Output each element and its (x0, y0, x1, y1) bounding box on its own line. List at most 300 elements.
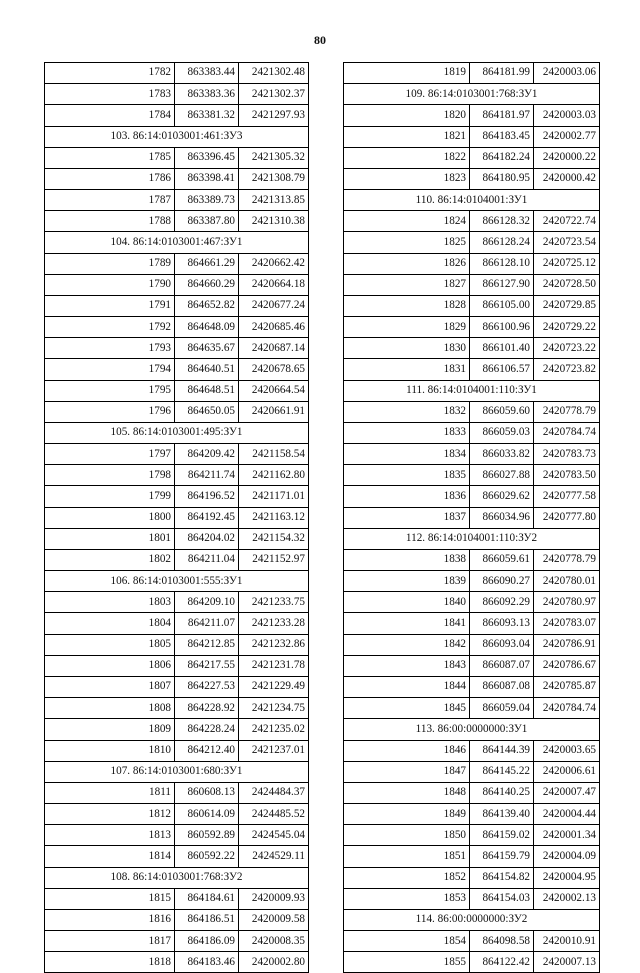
x-coordinate-cell: 864154.03 (470, 888, 534, 909)
x-coordinate-cell: 864180.95 (470, 168, 534, 189)
x-coordinate-cell: 866059.61 (470, 549, 534, 570)
y-coordinate-cell: 2420000.22 (534, 147, 600, 168)
point-number-cell: 1854 (344, 931, 470, 952)
y-coordinate-cell: 2420002.80 (239, 952, 309, 973)
y-coordinate-cell: 2421152.97 (239, 549, 309, 570)
x-coordinate-cell: 863396.45 (175, 147, 239, 168)
point-number-cell: 1809 (45, 719, 175, 740)
table-row (344, 676, 600, 697)
point-number-cell: 1853 (344, 888, 470, 909)
y-coordinate-cell: 2420001.34 (534, 825, 600, 846)
table-row (344, 952, 600, 973)
table-row (45, 190, 309, 211)
table-row (344, 422, 600, 443)
point-number-cell: 1790 (45, 274, 175, 295)
table-row (344, 888, 600, 909)
y-coordinate-cell: 2420687.14 (239, 338, 309, 359)
y-coordinate-cell: 2421302.48 (239, 63, 309, 84)
y-coordinate-cell: 2421313.85 (239, 190, 309, 211)
point-number-cell: 1837 (344, 507, 470, 528)
x-coordinate-cell: 866059.03 (470, 422, 534, 443)
y-coordinate-cell: 2421297.93 (239, 105, 309, 126)
x-coordinate-cell: 866090.27 (470, 571, 534, 592)
x-coordinate-cell: 866128.24 (470, 232, 534, 253)
table-row (344, 295, 600, 316)
y-coordinate-cell: 2420004.09 (534, 846, 600, 867)
table-row (45, 317, 309, 338)
table-row (45, 253, 309, 274)
y-coordinate-cell: 2420723.82 (534, 359, 600, 380)
table-row (344, 549, 600, 570)
table-row (45, 676, 309, 697)
table-row (45, 825, 309, 846)
x-coordinate-cell: 864098.58 (470, 931, 534, 952)
point-number-cell: 1807 (45, 676, 175, 697)
x-coordinate-cell: 866059.60 (470, 401, 534, 422)
table-row (45, 592, 309, 613)
point-number-cell: 1786 (45, 168, 175, 189)
x-coordinate-cell: 864212.40 (175, 740, 239, 761)
table-row (344, 338, 600, 359)
y-coordinate-cell: 2421154.32 (239, 528, 309, 549)
section-header-row (45, 867, 309, 888)
table-row (344, 571, 600, 592)
y-coordinate-cell: 2420008.35 (239, 931, 309, 952)
section-header: 107. 86:14:0103001:680:ЗУ1 (45, 761, 309, 782)
y-coordinate-cell: 2421233.75 (239, 592, 309, 613)
point-number-cell: 1801 (45, 528, 175, 549)
y-coordinate-cell: 2420783.73 (534, 444, 600, 465)
y-coordinate-cell: 2420685.46 (239, 317, 309, 338)
x-coordinate-cell: 863389.73 (175, 190, 239, 211)
y-coordinate-cell: 2420010.91 (534, 931, 600, 952)
x-coordinate-cell: 863383.36 (175, 84, 239, 105)
y-coordinate-cell: 2421234.75 (239, 698, 309, 719)
y-coordinate-cell: 2421233.28 (239, 613, 309, 634)
point-number-cell: 1797 (45, 444, 175, 465)
y-coordinate-cell: 2424484.37 (239, 782, 309, 803)
table-row (45, 952, 309, 973)
x-coordinate-cell: 866128.10 (470, 253, 534, 274)
table-row (344, 486, 600, 507)
point-number-cell: 1829 (344, 317, 470, 338)
y-coordinate-cell: 2420004.44 (534, 804, 600, 825)
coordinates-table-right (343, 62, 600, 973)
y-coordinate-cell: 2420664.18 (239, 274, 309, 295)
section-header: 111. 86:14:0104001:110:ЗУ1 (344, 380, 600, 401)
point-number-cell: 1840 (344, 592, 470, 613)
table-row (344, 782, 600, 803)
table-row (45, 909, 309, 930)
point-number-cell: 1823 (344, 168, 470, 189)
y-coordinate-cell: 2421305.32 (239, 147, 309, 168)
y-coordinate-cell: 2420729.85 (534, 295, 600, 316)
y-coordinate-cell: 2424545.04 (239, 825, 309, 846)
y-coordinate-cell: 2420729.22 (534, 317, 600, 338)
point-number-cell: 1799 (45, 486, 175, 507)
y-coordinate-cell: 2420662.42 (239, 253, 309, 274)
point-number-cell: 1795 (45, 380, 175, 401)
y-coordinate-cell: 2420778.79 (534, 401, 600, 422)
point-number-cell: 1802 (45, 549, 175, 570)
y-coordinate-cell: 2424485.52 (239, 804, 309, 825)
point-number-cell: 1835 (344, 465, 470, 486)
x-coordinate-cell: 864140.25 (470, 782, 534, 803)
point-number-cell: 1836 (344, 486, 470, 507)
section-header-row (344, 528, 600, 549)
point-number-cell: 1831 (344, 359, 470, 380)
point-number-cell: 1827 (344, 274, 470, 295)
x-coordinate-cell: 866105.00 (470, 295, 534, 316)
table-row (45, 698, 309, 719)
section-header-row (45, 761, 309, 782)
point-number-cell: 1783 (45, 84, 175, 105)
x-coordinate-cell: 860592.22 (175, 846, 239, 867)
x-coordinate-cell: 864183.45 (470, 126, 534, 147)
x-coordinate-cell: 866106.57 (470, 359, 534, 380)
x-coordinate-cell: 863387.80 (175, 211, 239, 232)
point-number-cell: 1820 (344, 105, 470, 126)
table-row (45, 782, 309, 803)
y-coordinate-cell: 2421158.54 (239, 444, 309, 465)
point-number-cell: 1830 (344, 338, 470, 359)
section-header: 109. 86:14:0103001:768:ЗУ1 (344, 84, 600, 105)
point-number-cell: 1851 (344, 846, 470, 867)
point-number-cell: 1832 (344, 401, 470, 422)
y-coordinate-cell: 2420785.87 (534, 676, 600, 697)
section-header-row (344, 190, 600, 211)
x-coordinate-cell: 864181.97 (470, 105, 534, 126)
table-row (344, 126, 600, 147)
y-coordinate-cell: 2421232.86 (239, 634, 309, 655)
section-header: 113. 86:00:0000000:ЗУ1 (344, 719, 600, 740)
table-row (344, 698, 600, 719)
section-header-row (344, 719, 600, 740)
x-coordinate-cell: 860614.09 (175, 804, 239, 825)
section-header-row (45, 422, 309, 443)
x-coordinate-cell: 864212.85 (175, 634, 239, 655)
y-coordinate-cell: 2421302.37 (239, 84, 309, 105)
point-number-cell: 1824 (344, 211, 470, 232)
section-header: 105. 86:14:0103001:495:ЗУ1 (45, 422, 309, 443)
table-row (45, 380, 309, 401)
x-coordinate-cell: 864186.51 (175, 909, 239, 930)
y-coordinate-cell: 2421162.80 (239, 465, 309, 486)
point-number-cell: 1821 (344, 126, 470, 147)
table-row (344, 211, 600, 232)
y-coordinate-cell: 2420780.97 (534, 592, 600, 613)
point-number-cell: 1798 (45, 465, 175, 486)
y-coordinate-cell: 2420777.80 (534, 507, 600, 528)
x-coordinate-cell: 864650.05 (175, 401, 239, 422)
y-coordinate-cell: 2420723.22 (534, 338, 600, 359)
y-coordinate-cell: 2420004.95 (534, 867, 600, 888)
point-number-cell: 1788 (45, 211, 175, 232)
section-header: 103. 86:14:0103001:461:ЗУ3 (45, 126, 309, 147)
y-coordinate-cell: 2420722.74 (534, 211, 600, 232)
point-number-cell: 1813 (45, 825, 175, 846)
table-row (45, 168, 309, 189)
point-number-cell: 1841 (344, 613, 470, 634)
point-number-cell: 1847 (344, 761, 470, 782)
x-coordinate-cell: 866087.07 (470, 655, 534, 676)
table-row (45, 338, 309, 359)
point-number-cell: 1822 (344, 147, 470, 168)
table-row (344, 804, 600, 825)
x-coordinate-cell: 866092.29 (470, 592, 534, 613)
y-coordinate-cell: 2420728.50 (534, 274, 600, 295)
point-number-cell: 1845 (344, 698, 470, 719)
y-coordinate-cell: 2421163.12 (239, 507, 309, 528)
coordinates-table-left (44, 62, 309, 973)
point-number-cell: 1793 (45, 338, 175, 359)
point-number-cell: 1838 (344, 549, 470, 570)
table-row (344, 147, 600, 168)
section-header: 108. 86:14:0103001:768:ЗУ2 (45, 867, 309, 888)
y-coordinate-cell: 2420786.67 (534, 655, 600, 676)
point-number-cell: 1810 (45, 740, 175, 761)
table-row (45, 401, 309, 422)
x-coordinate-cell: 864186.09 (175, 931, 239, 952)
x-coordinate-cell: 864209.10 (175, 592, 239, 613)
y-coordinate-cell: 2420002.77 (534, 126, 600, 147)
y-coordinate-cell: 2420784.74 (534, 422, 600, 443)
y-coordinate-cell: 2421308.79 (239, 168, 309, 189)
y-coordinate-cell: 2421310.38 (239, 211, 309, 232)
point-number-cell: 1848 (344, 782, 470, 803)
x-coordinate-cell: 864228.92 (175, 698, 239, 719)
x-coordinate-cell: 866087.08 (470, 676, 534, 697)
point-number-cell: 1796 (45, 401, 175, 422)
y-coordinate-cell: 2421231.78 (239, 655, 309, 676)
y-coordinate-cell: 2420664.54 (239, 380, 309, 401)
x-coordinate-cell: 864159.79 (470, 846, 534, 867)
point-number-cell: 1855 (344, 952, 470, 973)
table-row (45, 486, 309, 507)
point-number-cell: 1819 (344, 63, 470, 84)
table-row (45, 507, 309, 528)
section-header: 110. 86:14:0104001:ЗУ1 (344, 190, 600, 211)
x-coordinate-cell: 864192.45 (175, 507, 239, 528)
point-number-cell: 1806 (45, 655, 175, 676)
section-header: 106. 86:14:0103001:555:ЗУ1 (45, 571, 309, 592)
point-number-cell: 1803 (45, 592, 175, 613)
point-number-cell: 1839 (344, 571, 470, 592)
table-row (45, 359, 309, 380)
x-coordinate-cell: 863381.32 (175, 105, 239, 126)
point-number-cell: 1805 (45, 634, 175, 655)
table-row (344, 401, 600, 422)
x-coordinate-cell: 864217.55 (175, 655, 239, 676)
table-row (45, 211, 309, 232)
x-coordinate-cell: 864204.02 (175, 528, 239, 549)
page-number: 80 (314, 33, 326, 47)
point-number-cell: 1846 (344, 740, 470, 761)
y-coordinate-cell: 2420677.24 (239, 295, 309, 316)
y-coordinate-cell: 2420009.58 (239, 909, 309, 930)
x-coordinate-cell: 864211.07 (175, 613, 239, 634)
table-row (344, 507, 600, 528)
x-coordinate-cell: 864183.46 (175, 952, 239, 973)
x-coordinate-cell: 864648.09 (175, 317, 239, 338)
point-number-cell: 1825 (344, 232, 470, 253)
y-coordinate-cell: 2420723.54 (534, 232, 600, 253)
point-number-cell: 1834 (344, 444, 470, 465)
x-coordinate-cell: 864209.42 (175, 444, 239, 465)
section-header-row (344, 380, 600, 401)
x-coordinate-cell: 864228.24 (175, 719, 239, 740)
section-header-row (45, 571, 309, 592)
table-row (45, 888, 309, 909)
table-row (344, 740, 600, 761)
x-coordinate-cell: 864145.22 (470, 761, 534, 782)
y-coordinate-cell: 2420786.91 (534, 634, 600, 655)
y-coordinate-cell: 2420009.93 (239, 888, 309, 909)
x-coordinate-cell: 864182.24 (470, 147, 534, 168)
table-row (344, 168, 600, 189)
x-coordinate-cell: 866034.96 (470, 507, 534, 528)
x-coordinate-cell: 864635.67 (175, 338, 239, 359)
y-coordinate-cell: 2420783.07 (534, 613, 600, 634)
table-row (45, 931, 309, 952)
section-header-row (45, 232, 309, 253)
point-number-cell: 1794 (45, 359, 175, 380)
y-coordinate-cell: 2420678.65 (239, 359, 309, 380)
point-number-cell: 1833 (344, 422, 470, 443)
point-number-cell: 1844 (344, 676, 470, 697)
y-coordinate-cell: 2420784.74 (534, 698, 600, 719)
table-row (344, 465, 600, 486)
table-row (45, 295, 309, 316)
table-row (45, 147, 309, 168)
section-header: 112. 86:14:0104001:110:ЗУ2 (344, 528, 600, 549)
table-row (344, 317, 600, 338)
x-coordinate-cell: 864181.99 (470, 63, 534, 84)
x-coordinate-cell: 864652.82 (175, 295, 239, 316)
point-number-cell: 1800 (45, 507, 175, 528)
point-number-cell: 1811 (45, 782, 175, 803)
table-row (45, 613, 309, 634)
table-row (45, 846, 309, 867)
table-row (344, 825, 600, 846)
y-coordinate-cell: 2421237.01 (239, 740, 309, 761)
table-row (344, 592, 600, 613)
x-coordinate-cell: 866027.88 (470, 465, 534, 486)
point-number-cell: 1815 (45, 888, 175, 909)
point-number-cell: 1842 (344, 634, 470, 655)
table-row (45, 274, 309, 295)
x-coordinate-cell: 864211.74 (175, 465, 239, 486)
table-row (45, 719, 309, 740)
x-coordinate-cell: 863383.44 (175, 63, 239, 84)
point-number-cell: 1843 (344, 655, 470, 676)
table-row (45, 655, 309, 676)
table-row (344, 846, 600, 867)
x-coordinate-cell: 864648.51 (175, 380, 239, 401)
y-coordinate-cell: 2420003.65 (534, 740, 600, 761)
x-coordinate-cell: 864139.40 (470, 804, 534, 825)
y-coordinate-cell: 2420783.50 (534, 465, 600, 486)
section-header-row (344, 84, 600, 105)
x-coordinate-cell: 864640.51 (175, 359, 239, 380)
point-number-cell: 1816 (45, 909, 175, 930)
table-row (45, 105, 309, 126)
table-row (344, 867, 600, 888)
point-number-cell: 1804 (45, 613, 175, 634)
y-coordinate-cell: 2421171.01 (239, 486, 309, 507)
y-coordinate-cell: 2421229.49 (239, 676, 309, 697)
x-coordinate-cell: 864154.82 (470, 867, 534, 888)
table-row (344, 613, 600, 634)
point-number-cell: 1817 (45, 931, 175, 952)
x-coordinate-cell: 866093.04 (470, 634, 534, 655)
y-coordinate-cell: 2420780.01 (534, 571, 600, 592)
point-number-cell: 1787 (45, 190, 175, 211)
table-row (344, 634, 600, 655)
table-row (45, 528, 309, 549)
x-coordinate-cell: 866059.04 (470, 698, 534, 719)
point-number-cell: 1852 (344, 867, 470, 888)
y-coordinate-cell: 2420003.03 (534, 105, 600, 126)
x-coordinate-cell: 864159.02 (470, 825, 534, 846)
x-coordinate-cell: 864184.61 (175, 888, 239, 909)
section-header: 114. 86:00:0000000:ЗУ2 (344, 909, 600, 930)
point-number-cell: 1791 (45, 295, 175, 316)
y-coordinate-cell: 2420007.47 (534, 782, 600, 803)
x-coordinate-cell: 866029.62 (470, 486, 534, 507)
table-row (45, 465, 309, 486)
point-number-cell: 1782 (45, 63, 175, 84)
y-coordinate-cell: 2420003.06 (534, 63, 600, 84)
table-row (344, 444, 600, 465)
point-number-cell: 1818 (45, 952, 175, 973)
x-coordinate-cell: 864661.29 (175, 253, 239, 274)
x-coordinate-cell: 864660.29 (175, 274, 239, 295)
point-number-cell: 1812 (45, 804, 175, 825)
point-number-cell: 1792 (45, 317, 175, 338)
point-number-cell: 1828 (344, 295, 470, 316)
point-number-cell: 1784 (45, 105, 175, 126)
table-row (45, 740, 309, 761)
x-coordinate-cell: 866101.40 (470, 338, 534, 359)
table-row (45, 63, 309, 84)
x-coordinate-cell: 866033.82 (470, 444, 534, 465)
point-number-cell: 1814 (45, 846, 175, 867)
point-number-cell: 1850 (344, 825, 470, 846)
section-header-row (45, 126, 309, 147)
y-coordinate-cell: 2420000.42 (534, 168, 600, 189)
table-row (344, 105, 600, 126)
x-coordinate-cell: 864211.04 (175, 549, 239, 570)
table-row (45, 444, 309, 465)
x-coordinate-cell: 864196.52 (175, 486, 239, 507)
y-coordinate-cell: 2420661.91 (239, 401, 309, 422)
point-number-cell: 1826 (344, 253, 470, 274)
y-coordinate-cell: 2420007.13 (534, 952, 600, 973)
table-row (344, 63, 600, 84)
x-coordinate-cell: 866100.96 (470, 317, 534, 338)
x-coordinate-cell: 866128.32 (470, 211, 534, 232)
table-row (45, 804, 309, 825)
x-coordinate-cell: 866093.13 (470, 613, 534, 634)
table-row (344, 253, 600, 274)
point-number-cell: 1785 (45, 147, 175, 168)
table-row (45, 549, 309, 570)
x-coordinate-cell: 864122.42 (470, 952, 534, 973)
y-coordinate-cell: 2420777.58 (534, 486, 600, 507)
x-coordinate-cell: 860592.89 (175, 825, 239, 846)
y-coordinate-cell: 2424529.11 (239, 846, 309, 867)
